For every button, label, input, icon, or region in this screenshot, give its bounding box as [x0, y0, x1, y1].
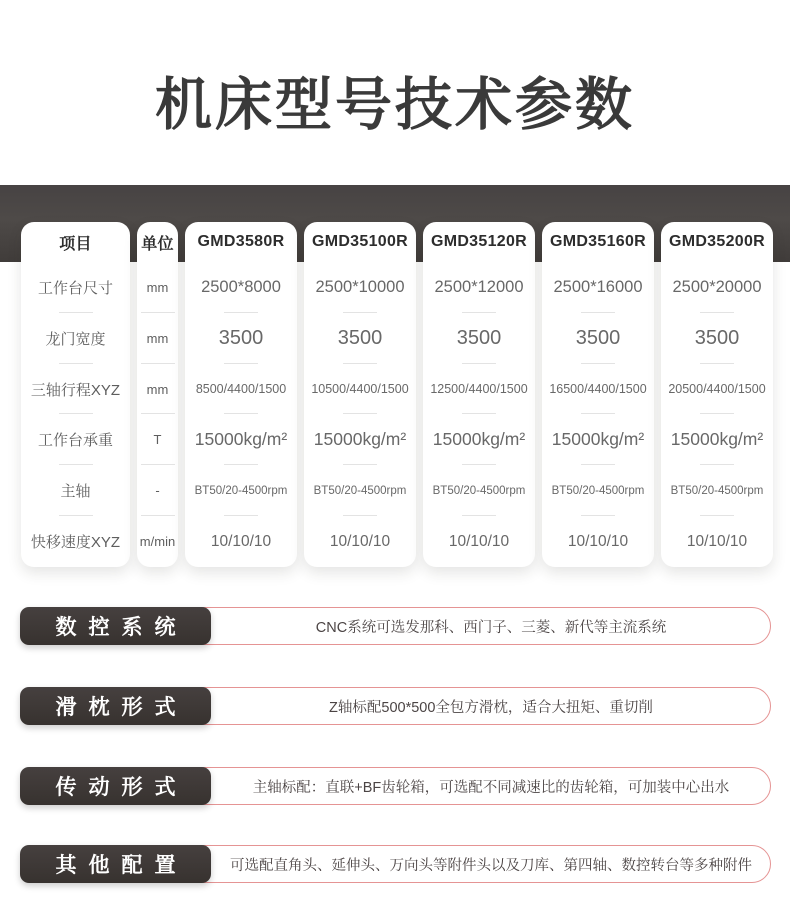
spec-value: 15000kg/m² — [423, 414, 535, 465]
model-name: GMD35120R — [430, 233, 528, 250]
feature-label: 滑枕形式 — [20, 687, 211, 725]
model-name: GMD35100R — [311, 233, 409, 250]
spec-column-items — [21, 222, 130, 567]
feature-row-cnc-system — [0, 607, 790, 645]
spec-column-model-gmd35160r — [542, 222, 654, 567]
spec-value: 10/10/10 — [448, 532, 510, 550]
spec-value: 15000kg/m² — [185, 414, 297, 465]
spec-value: 10500/4400/1500 — [304, 364, 416, 415]
spec-value: 15000kg/m² — [304, 414, 416, 465]
row-label-worktable-load: 工作台承重 — [21, 414, 130, 465]
feature-row-other-options — [0, 845, 790, 883]
spec-value: 2500*12000 — [423, 262, 535, 313]
unit-cell: mm — [137, 313, 178, 364]
row-label-spindle: 主轴 — [21, 465, 130, 516]
spec-column-units — [137, 222, 178, 567]
feature-label: 数控系统 — [20, 607, 211, 645]
spec-value: 15000kg/m² — [542, 414, 654, 465]
feature-label: 其他配置 — [20, 845, 211, 883]
spec-value: 3500 — [423, 313, 535, 364]
spec-value: 3500 — [661, 313, 773, 364]
model-name: GMD35200R — [668, 233, 766, 250]
spec-value: 10/10/10 — [329, 532, 391, 550]
spec-value: BT50/20-4500rpm — [661, 465, 773, 516]
unit-cell: mm — [137, 262, 178, 313]
spec-value: 10/10/10 — [567, 532, 629, 550]
spec-value: 2500*16000 — [542, 262, 654, 313]
page-title: 机床型号技术参数 — [155, 73, 635, 137]
spec-value: BT50/20-4500rpm — [423, 465, 535, 516]
model-name: GMD3580R — [197, 233, 285, 250]
feature-description: 可选配直角头、延伸头、万向头等附件头以及刀库、第四轴、数控转台等多种附件 — [230, 857, 752, 874]
spec-value: 10/10/10 — [686, 532, 748, 550]
spec-value: BT50/20-4500rpm — [304, 465, 416, 516]
spec-value: 15000kg/m² — [661, 414, 773, 465]
spec-value: 2500*10000 — [304, 262, 416, 313]
unit-cell: mm — [137, 364, 178, 415]
row-label-axis-travel: 三轴行程XYZ — [21, 364, 130, 415]
spec-column-model-gmd35100r — [304, 222, 416, 567]
row-label-rapid-speed: 快移速度XYZ — [30, 534, 121, 552]
feature-description: CNC系统可选发那科、西门子、三菱、新代等主流系统 — [315, 619, 667, 636]
feature-row-ram-type — [0, 687, 790, 725]
spec-value: 12500/4400/1500 — [423, 364, 535, 415]
spec-table — [21, 222, 773, 567]
row-label-worktable-size: 工作台尺寸 — [21, 262, 130, 313]
feature-description: Z轴标配500*500全包方滑枕，适合大扭矩、重切削 — [329, 699, 653, 716]
spec-value: 16500/4400/1500 — [542, 364, 654, 415]
spec-column-model-gmd35120r — [423, 222, 535, 567]
feature-row-transmission — [0, 767, 790, 805]
spec-value: 3500 — [542, 313, 654, 364]
unit-cell: T — [137, 414, 178, 465]
spec-value: 3500 — [304, 313, 416, 364]
feature-label: 传动形式 — [20, 767, 211, 805]
spec-value: 10/10/10 — [210, 532, 272, 550]
unit-cell: - — [137, 465, 178, 516]
spec-value: 2500*8000 — [185, 262, 297, 313]
spec-value: 20500/4400/1500 — [661, 364, 773, 415]
spec-value: BT50/20-4500rpm — [185, 465, 297, 516]
spec-column-model-gmd3580r — [185, 222, 297, 567]
spec-value: 3500 — [185, 313, 297, 364]
model-name: GMD35160R — [549, 233, 647, 250]
spec-value: 8500/4400/1500 — [185, 364, 297, 415]
unit-cell: m/min — [139, 534, 176, 550]
spec-column-model-gmd35200r — [661, 222, 773, 567]
column-header-units: 单位 — [141, 235, 174, 253]
column-header-items: 项目 — [59, 235, 92, 253]
row-label-gantry-width: 龙门宽度 — [21, 313, 130, 364]
spec-value: BT50/20-4500rpm — [542, 465, 654, 516]
feature-description: 主轴标配：直联+BF齿轮箱，可选配不同减速比的齿轮箱，可加装中心出水 — [252, 779, 730, 796]
spec-value: 2500*20000 — [661, 262, 773, 313]
